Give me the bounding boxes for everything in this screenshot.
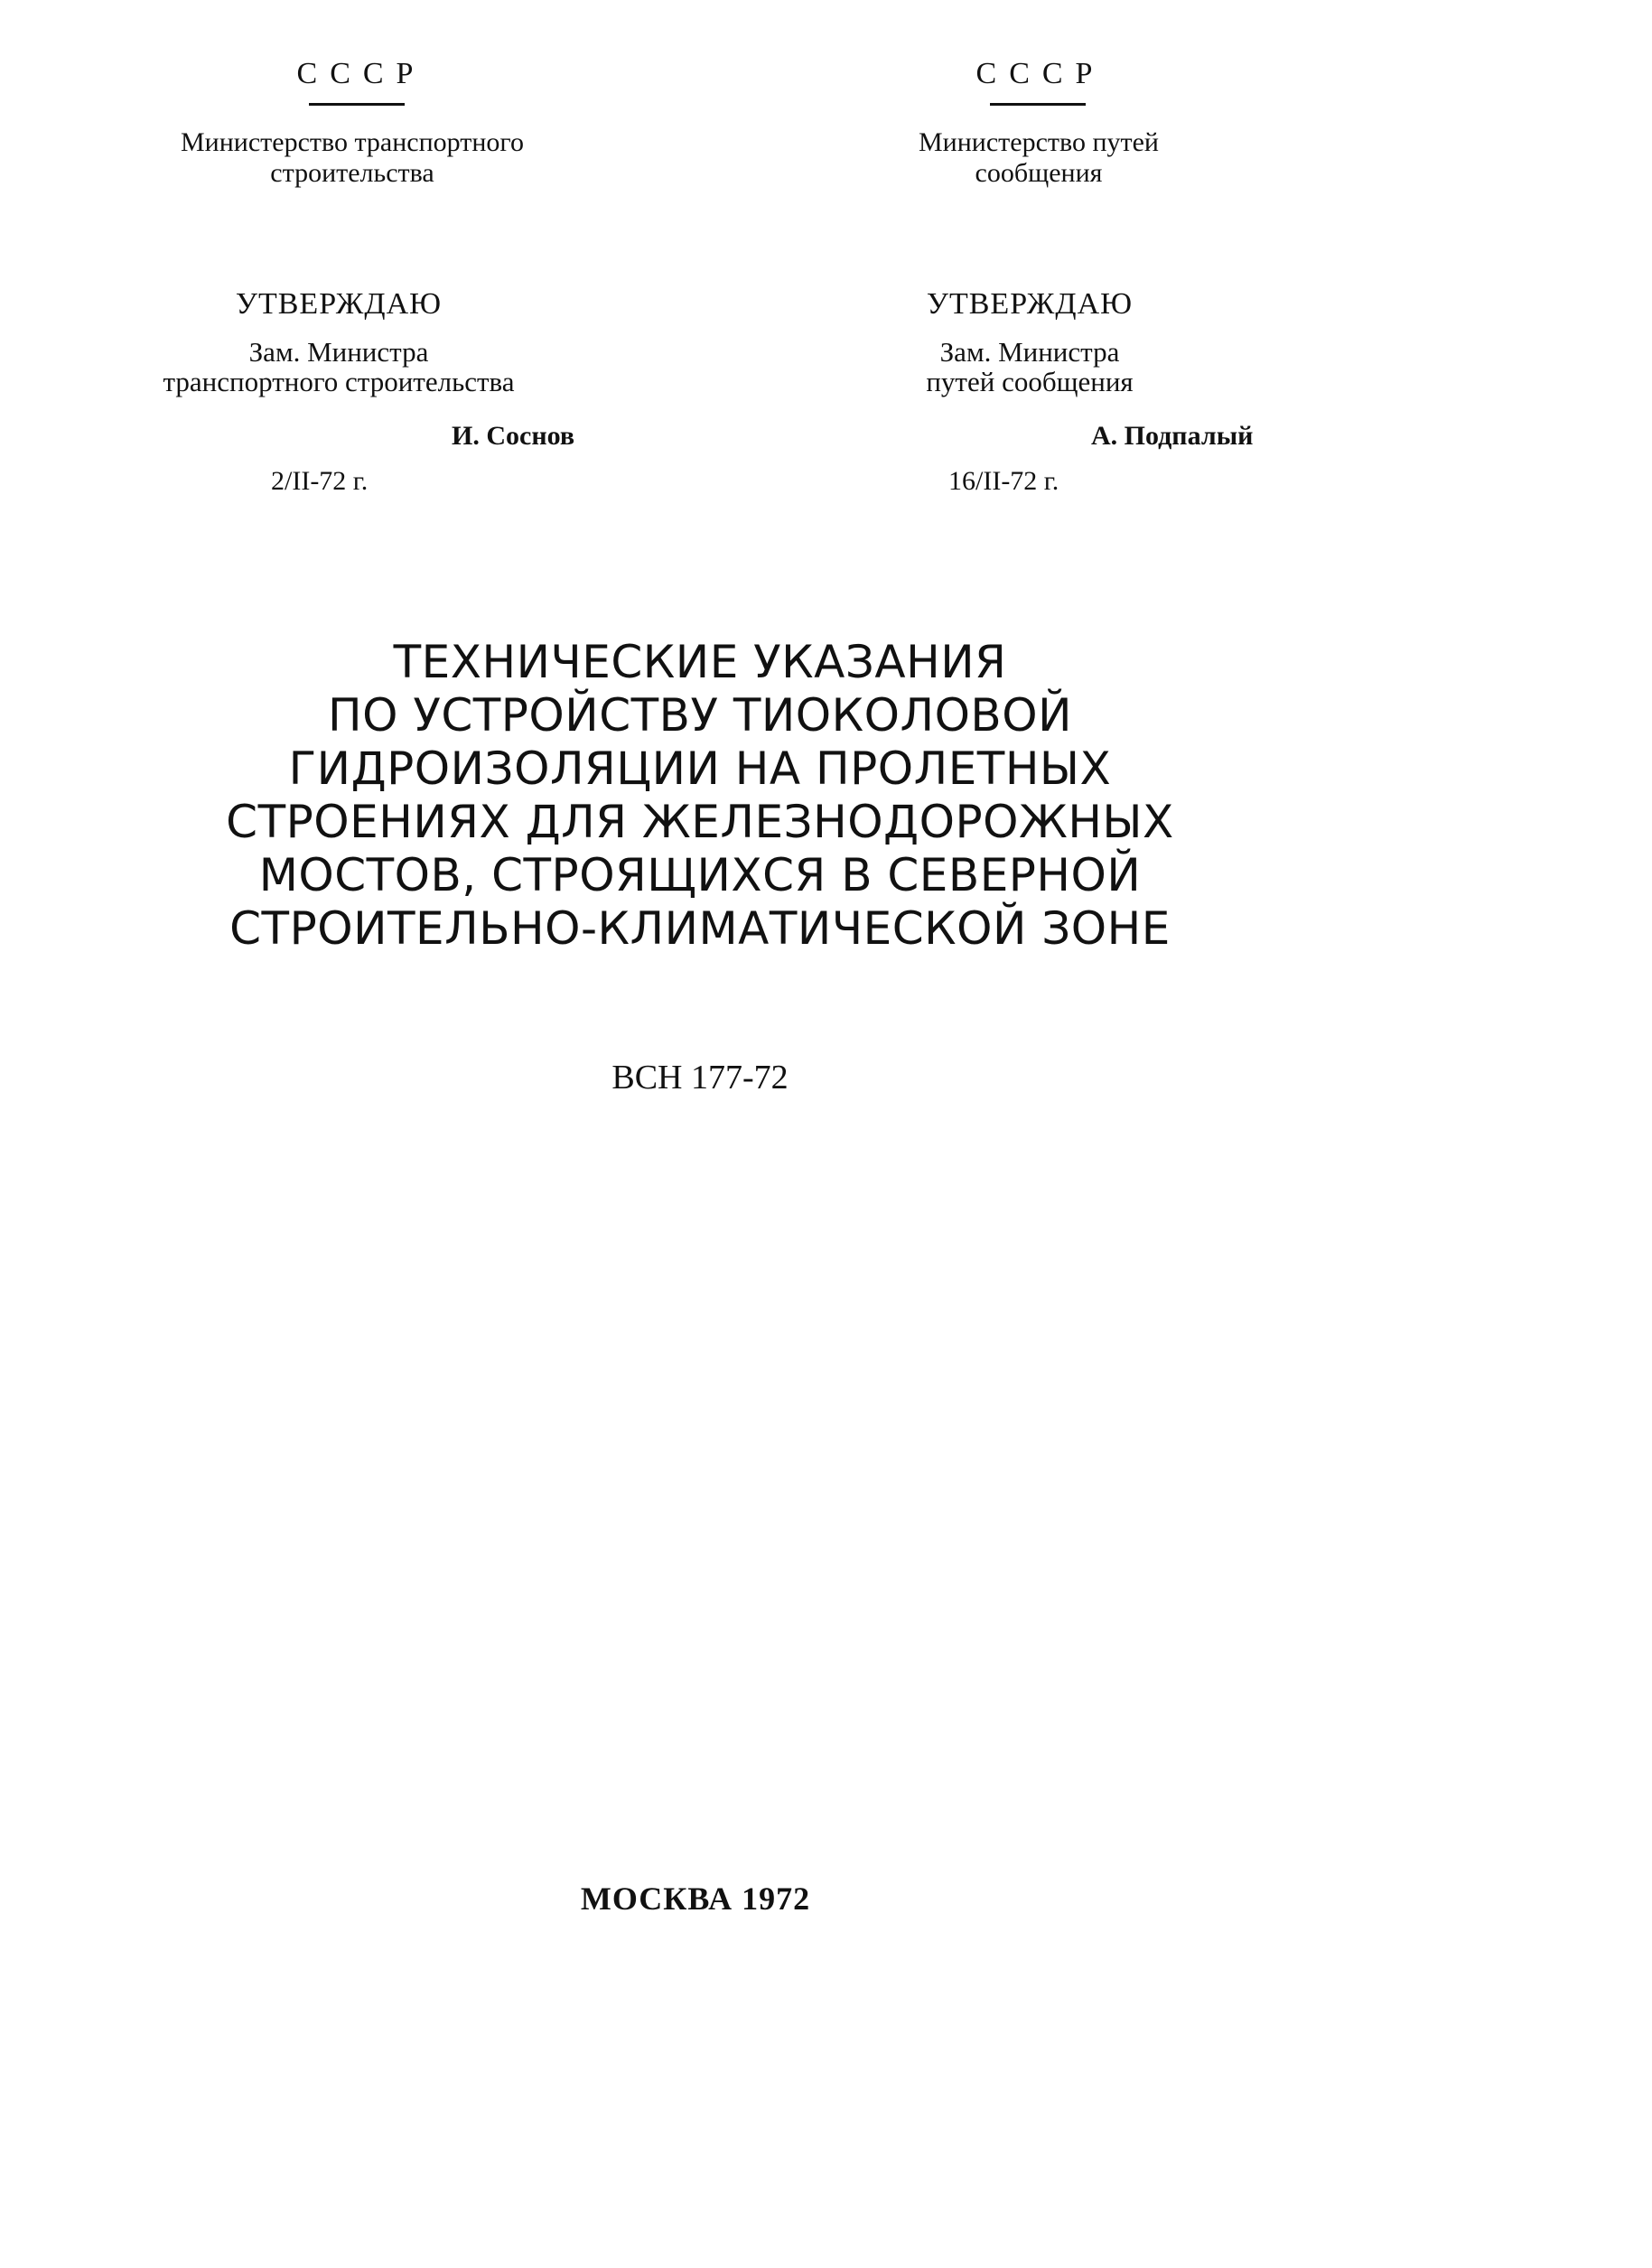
left-deputy-position: Зам. Министра транспортного строительства <box>163 336 515 397</box>
right-approve-heading: УТВЕРЖДАЮ <box>926 287 1134 321</box>
document-code: ВСН 177-72 <box>611 1059 789 1097</box>
publication-place-year: МОСКВА 1972 <box>580 1881 811 1917</box>
right-ministry: Министерство путей сообщения <box>918 127 1159 188</box>
document-title: ТЕХНИЧЕСКИЕ УКАЗАНИЯ ПО УСТРОЙСТВУ ТИОКОЛОВОЙ ГИДРОИЗОЛЯЦИИ НА ПРОЛЕТНЫХ СТРОЕНИЯХ ДЛЯ ЖЕЛЕЗНОДОРОЖНЫХ МОСТОВ, СТРОЯЩИХСЯ В СЕВЕРНОЙ СТРОИТЕЛЬНО-КЛИМАТИЧЕСКОЙ ЗОНЕ <box>226 636 1174 955</box>
left-country-underline <box>309 103 405 106</box>
right-country-underline <box>990 103 1086 106</box>
left-country: СССР <box>296 57 426 90</box>
right-deputy-position: Зам. Министра путей сообщения <box>926 336 1134 397</box>
right-country: СССР <box>975 57 1106 90</box>
left-signer: И. Соснов <box>452 421 575 451</box>
right-date: 16/II-72 г. <box>948 466 1059 496</box>
left-approve-heading: УТВЕРЖДАЮ <box>235 287 443 321</box>
right-signer: А. Подпалый <box>1091 421 1254 451</box>
left-date: 2/II-72 г. <box>271 466 369 496</box>
left-ministry: Министерство транспортного строительства <box>180 127 524 188</box>
